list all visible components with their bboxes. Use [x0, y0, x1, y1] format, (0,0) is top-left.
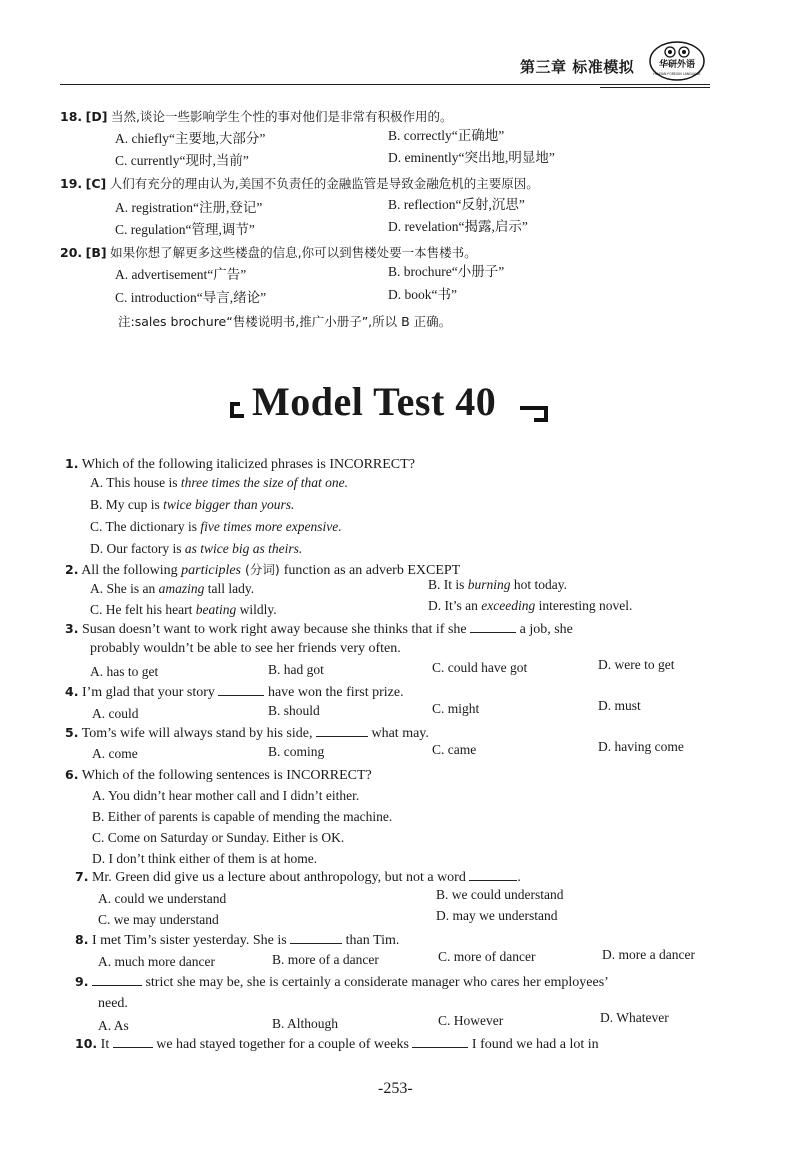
- answer-explanation: 当然,谈论一些影响学生个性的事对他们是非常有积极作用的。: [110, 109, 453, 124]
- answer-option: B. correctly“正确地”: [388, 128, 505, 143]
- answer-blank: [470, 620, 516, 633]
- title-bracket-right: [534, 418, 548, 422]
- question-stem: Which of the following italicized phrases is INCORRECT?: [81, 457, 415, 472]
- question-number: 5.: [65, 725, 79, 740]
- question-8: 8. I met Tim’s sister yesterday. She is than Tim.: [75, 932, 400, 948]
- page-number: -253-: [378, 1080, 413, 1097]
- question-number: 9.: [75, 974, 89, 989]
- question-number: 1.: [65, 456, 79, 471]
- question-number: 4.: [65, 684, 79, 699]
- answer-option: D. revelation“揭露,启示”: [388, 219, 528, 234]
- option-a: A. She is an amazing tall lady.: [90, 581, 255, 596]
- question-number: 7.: [75, 869, 89, 884]
- answer-option: C. regulation“管理,调节”: [115, 222, 255, 237]
- option-a: A. You didn’t hear mother call and I didn’t either.: [92, 788, 360, 803]
- answer-item-19: [60, 175, 539, 194]
- question-stem-continued: need.: [98, 996, 128, 1011]
- option-c: C. came: [432, 742, 477, 757]
- logo-subtext: HUAYAN FOREIGN LANGUAGE: [653, 72, 701, 76]
- option-b: B. It is burning hot today.: [428, 577, 568, 592]
- option-a: A. This house is three times the size of that one.: [90, 475, 348, 490]
- option-d: D. Whatever: [600, 1010, 669, 1025]
- question-number: 3.: [65, 621, 79, 636]
- question-5: 5. Tom’s wife will always stand by his side, what may.: [65, 725, 429, 741]
- question-7: 7. Mr. Green did give us a lecture about anthropology, but not a word .: [75, 869, 521, 885]
- answer-number: 18.: [60, 109, 83, 124]
- title-bracket-left: [230, 414, 244, 418]
- option-d: D. having come: [598, 739, 684, 754]
- option-a: A. much more dancer: [98, 954, 215, 969]
- option-b: B. should: [268, 703, 320, 718]
- option-b: B. we could understand: [436, 887, 564, 902]
- answer-blank: [469, 868, 517, 881]
- option-d: D. Our factory is as twice big as theirs.: [90, 541, 303, 556]
- chapter-title: 第三章 标准模拟: [520, 58, 635, 76]
- answer-key: [C]: [85, 176, 107, 191]
- answer-key: [B]: [85, 245, 107, 260]
- answer-blank: [290, 931, 342, 944]
- header-rule: [60, 84, 710, 85]
- answer-explanation: 人们有充分的理由认为,美国不负责任的金融监管是导致金融危机的主要原因。: [109, 176, 539, 191]
- option-c: C. He felt his heart beating wildly.: [90, 602, 277, 617]
- option-a: A. As: [98, 1018, 129, 1033]
- question-number: 10.: [75, 1036, 98, 1051]
- question-6: 6. Which of the following sentences is INCORRECT?: [65, 767, 372, 783]
- answer-number: 20.: [60, 245, 83, 260]
- option-a: A. could: [92, 706, 139, 721]
- option-c: C. we may understand: [98, 912, 219, 927]
- option-c: C. might: [432, 701, 480, 716]
- option-a: A. come: [92, 746, 138, 761]
- question-number: 8.: [75, 932, 89, 947]
- answer-option: C. currently“现时,当前”: [115, 153, 249, 168]
- option-b: B. coming: [268, 744, 325, 759]
- option-c: C. more of dancer: [438, 949, 536, 964]
- answer-option: B. reflection“反射,沉思”: [388, 197, 525, 212]
- option-d: D. I don’t think either of them is at home.: [92, 851, 318, 866]
- option-b: B. more of a dancer: [272, 952, 379, 967]
- option-b: B. Although: [272, 1016, 339, 1031]
- answer-blank: [412, 1035, 468, 1048]
- question-4: 4. I’m glad that your story have won the first prize.: [65, 684, 404, 700]
- answer-option: A. chiefly“主要地,大部分”: [115, 131, 266, 146]
- model-test-title: [230, 372, 560, 432]
- answer-blank: [92, 973, 142, 986]
- option-d: D. were to get: [598, 657, 675, 672]
- answer-item-20: [60, 244, 477, 263]
- answer-blank: [316, 724, 368, 737]
- answer-option: B. brochure“小册子”: [388, 264, 505, 279]
- answer-option: C. introduction“导言,绪论”: [115, 290, 267, 305]
- option-d: D. more a dancer: [602, 947, 695, 962]
- answer-option: D. book“书”: [388, 287, 457, 302]
- question-9: 9. strict she may be, she is certainly a considerate manager who cares her employees’: [75, 974, 609, 990]
- answer-option: A. advertisement“广告”: [115, 267, 247, 282]
- header-rule-short: [600, 87, 710, 88]
- answer-number: 19.: [60, 176, 83, 191]
- option-d: D. It’s an exceeding interesting novel.: [428, 598, 633, 613]
- option-c: C. could have got: [432, 660, 528, 675]
- question-1: [65, 455, 415, 474]
- answer-key: [D]: [85, 109, 108, 124]
- logo-text: 华研外语: [658, 60, 696, 70]
- publisher-logo: [648, 40, 706, 82]
- answer-note: 注:sales brochure“售楼说明书,推广小册子”,所以 B 正确。: [118, 314, 452, 329]
- option-c: C. The dictionary is five times more expensive.: [90, 519, 342, 534]
- option-d: D. may we understand: [436, 908, 558, 923]
- answer-blank: [218, 683, 264, 696]
- answer-blank: [113, 1035, 153, 1048]
- option-a: A. could we understand: [98, 891, 227, 906]
- answer-option: D. eminently“突出地,明显地”: [388, 150, 555, 165]
- option-b: B. My cup is twice bigger than yours.: [90, 497, 295, 512]
- question-number: 2.: [65, 562, 79, 577]
- option-d: D. must: [598, 698, 641, 713]
- question-number: 6.: [65, 767, 79, 782]
- question-2: 2. All the following participles (分词) function as an adverb EXCEPT: [65, 562, 461, 578]
- model-test-title-text: Model Test 40: [252, 379, 497, 424]
- question-10: 10. It we had stayed together for a couple of weeks I found we had a lot in: [75, 1036, 599, 1052]
- answer-item-18: [60, 108, 452, 127]
- answer-option: A. registration“注册,登记”: [115, 200, 263, 215]
- option-b: B. Either of parents is capable of mending the machine.: [92, 809, 393, 824]
- question-3: 3. Susan doesn’t want to work right away because she thinks that if she a job, she: [65, 621, 573, 637]
- question-stem-continued: probably wouldn’t be able to see her friends very often.: [90, 641, 401, 656]
- option-c: C. However: [438, 1013, 504, 1028]
- option-c: C. Come on Saturday or Sunday. Either is OK.: [92, 830, 345, 845]
- answer-explanation: 如果你想了解更多这些楼盘的信息,你可以到售楼处要一本售楼书。: [110, 245, 477, 260]
- option-a: A. has to get: [90, 664, 159, 679]
- option-b: B. had got: [268, 662, 324, 677]
